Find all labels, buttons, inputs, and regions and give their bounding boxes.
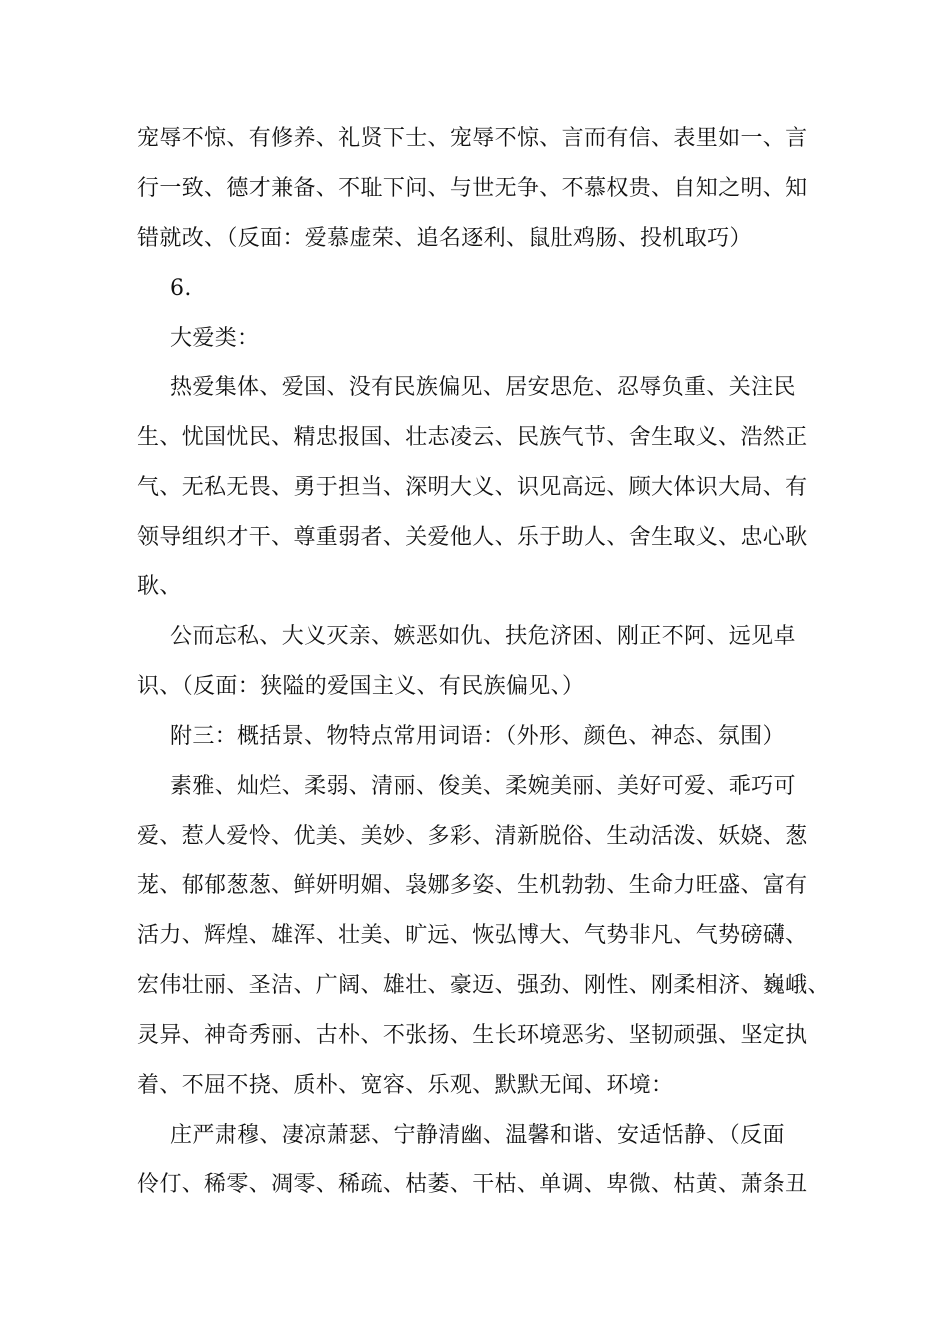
text-line-17: 活力、辉煌、雄浑、壮美、旷远、恢弘博大、气势非凡、气势磅礴、 xyxy=(137,923,808,948)
text-line-7: 生、忧国忧民、精忠报国、壮志凌云、民族气节、舍生取义、浩然正 xyxy=(137,425,808,450)
appendix-heading: 附三：概括景、物特点常用词语：（外形、颜色、神态、氛围） xyxy=(170,724,785,749)
text-line-21: 庄严肃穆、凄凉萧瑟、宁静清幽、温馨和谐、安适恬静、（反面 xyxy=(170,1123,785,1148)
text-line-2: 行一致、德才兼备、不耻下问、与世无争、不慕权贵、自知之明、知 xyxy=(137,176,808,201)
section-heading: 大爱类： xyxy=(170,326,260,351)
text-line-15: 爱、惹人爱怜、优美、美妙、多彩、清新脱俗、生动活泼、妖娆、葱 xyxy=(137,824,808,849)
text-line-1: 宠辱不惊、有修养、礼贤下士、宠辱不惊、言而有信、表里如一、言 xyxy=(137,126,808,151)
section-number: 6. xyxy=(170,276,192,301)
text-line-11: 公而忘私、大义灭亲、嫉恶如仇、扶危济困、刚正不阿、远见卓 xyxy=(170,624,796,649)
text-line-3: 错就改、（反面：爱慕虚荣、追名逐利、鼠肚鸡肠、投机取巧） xyxy=(137,226,752,251)
text-line-16: 茏、郁郁葱葱、鲜妍明媚、袅娜多姿、生机勃勃、生命力旺盛、富有 xyxy=(137,873,808,898)
text-line-8: 气、无私无畏、勇于担当、深明大义、识见高远、顾大体识大局、有 xyxy=(137,475,808,500)
text-line-20: 着、不屈不挠、质朴、宽容、乐观、默默无闻、环境： xyxy=(137,1073,674,1098)
text-line-19: 灵异、神奇秀丽、古朴、不张扬、生长环境恶劣、坚韧顽强、坚定执 xyxy=(137,1023,808,1048)
text-line-14: 素雅、灿烂、柔弱、清丽、俊美、柔婉美丽、美好可爱、乖巧可 xyxy=(170,774,796,799)
text-line-18: 宏伟壮丽、圣洁、广阔、雄壮、豪迈、强劲、刚性、刚柔相济、巍峨、 xyxy=(137,973,830,998)
text-line-10: 耿、 xyxy=(137,574,182,599)
text-line-22: 伶仃、稀零、凋零、稀疏、枯萎、干枯、单调、卑微、枯黄、萧条丑 xyxy=(137,1172,808,1197)
text-line-12: 识、（反面：狭隘的爱国主义、有民族偏见、） xyxy=(137,674,585,699)
text-line-6: 热爱集体、爱国、没有民族偏见、居安思危、忍辱负重、关注民 xyxy=(170,375,796,400)
text-line-9: 领导组织才干、尊重弱者、关爱他人、乐于助人、舍生取义、忠心耿 xyxy=(137,525,808,550)
